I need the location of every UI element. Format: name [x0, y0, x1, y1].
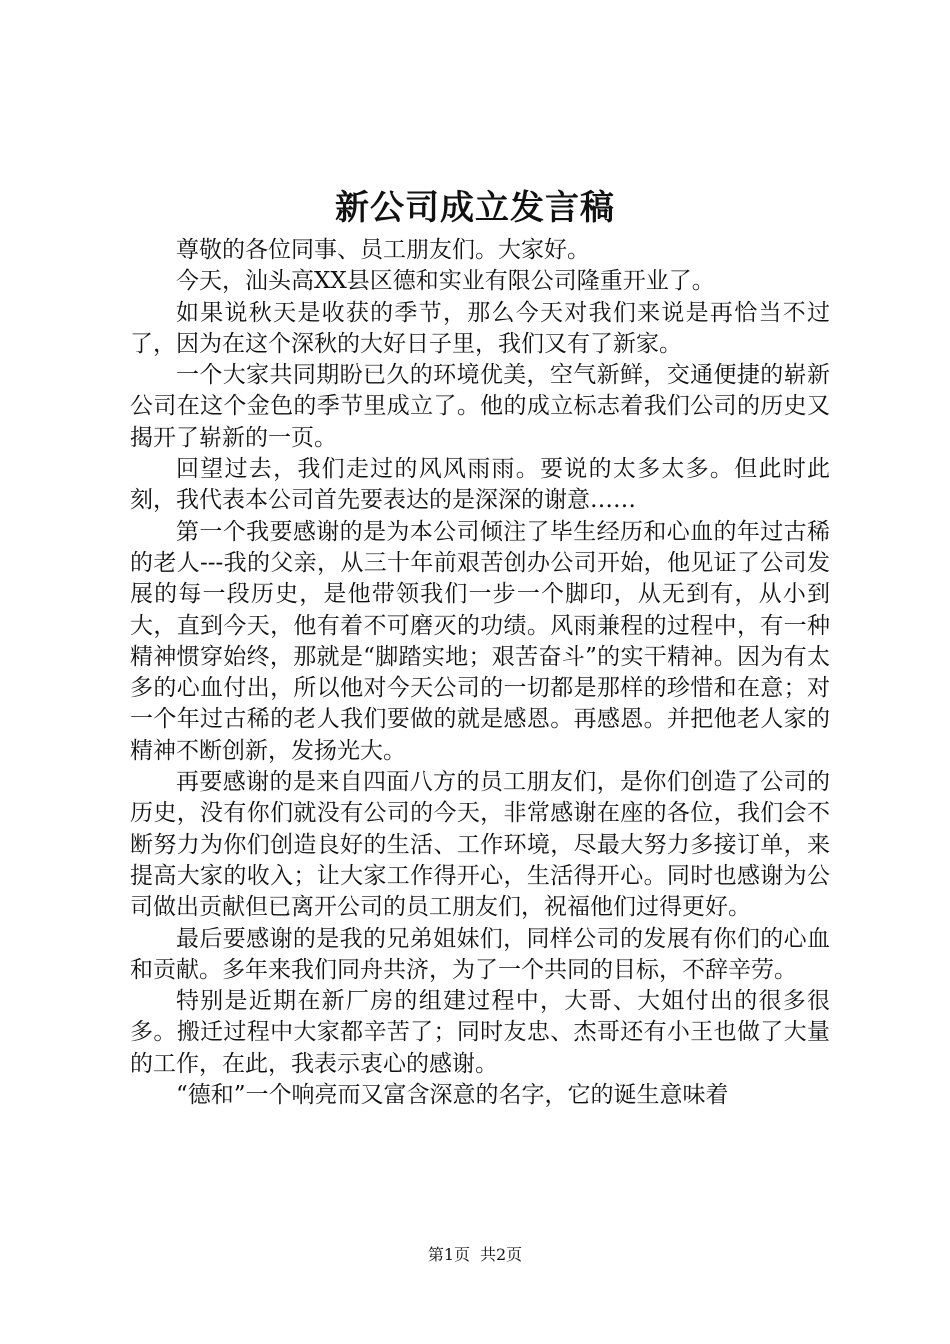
paragraph: 特别是近期在新厂房的组建过程中，大哥、大姐付出的很多很多。搬迁过程中大家都辛苦了；同时友忠、杰哥还有小王也做了大量的工作，在此，我表示衷心的感谢。 — [130, 988, 830, 1077]
paragraph: 今天，汕头高XX县区德和实业有限公司隆重开业了。 — [176, 268, 715, 295]
document-title: 新公司成立发言稿 — [335, 188, 615, 228]
paragraph: 回望过去，我们走过的风风雨雨。要说的太多太多。但此时此刻，我代表本公司首先要表达的是深深的谢意…… — [130, 456, 830, 514]
paragraph: 第一个我要感谢的是为本公司倾注了毕生经历和心血的年过古稀的老人---我的父亲，从三十年前艰苦创办公司开始，他见证了公司发展的每一段历史，是他带领我们一步一个脚印，从无到有，从小到大，直到今天，他有着不可磨灭的功绩。风雨兼程的过程中，有一种精神惯穿始终，那就是“脚踏实地；艰苦奋斗”的实干精神。因为有太多的心血付出，所以他对今天公司的一切都是那样的珍惜和在意；对一个年过古稀的老人我们要做的就是感恩。再感恩。并把他老人家的精神不断创新，发扬光大。 — [130, 518, 830, 764]
paragraph: 如果说秋天是收获的季节，那么今天对我们来说是再恰当不过了，因为在这个深秋的大好日子里，我们又有了新家。 — [130, 299, 830, 357]
page-footer — [0, 1244, 950, 1266]
paragraph: 再要感谢的是来自四面八方的员工朋友们，是你们创造了公司的历史，没有你们就没有公司的今天，非常感谢在座的各位，我们会不断努力为你们创造良好的生活、工作环境，尽最大努力多接订单，来提高大家的收入；让大家工作得开心，生活得开心。同时也感谢为公司做出贡献但已离开公司的员工朋友们，祝福他们过得更好。 — [130, 769, 830, 921]
paragraph: 一个大家共同期盼已久的环境优美，空气新鲜，交通便捷的崭新公司在这个金色的季节里成立了。他的成立标志着我们公司的历史又揭开了崭新的一页。 — [130, 362, 830, 451]
paragraph: “德和”一个响亮而又富含深意的名字，它的诞生意味着 — [176, 1082, 729, 1109]
page-number: 第1页 — [427, 1245, 470, 1264]
document-body — [130, 235, 830, 1111]
paragraph: 尊敬的各位同事、员工朋友们。大家好。 — [176, 237, 590, 263]
page-total: 共2页 — [480, 1245, 523, 1264]
paragraph: 最后要感谢的是我的兄弟姐妹们，同样公司的发展有你们的心血和贡献。多年来我们同舟共济，为了一个共同的目标，不辞辛劳。 — [130, 925, 830, 983]
